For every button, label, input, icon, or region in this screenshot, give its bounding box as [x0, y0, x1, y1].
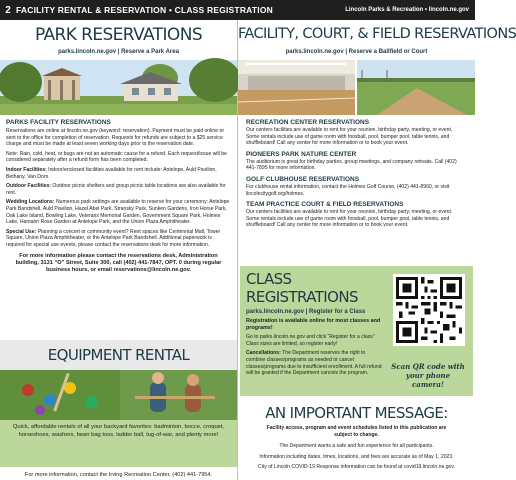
- equipment-rental-heading-band: [0, 340, 237, 370]
- facility-photos: [238, 60, 475, 115]
- equipment-rental-text: Quick, affordable rentals of all your backyard favorites: badminton, bocce, croquet, horseshoes, washers, bean bag toss, ladder ball, tug-of-war, and plenty more!: [12, 424, 225, 438]
- page-header-banner: [0, 0, 475, 20]
- pioneers-park-title: PIONEERS PARK NATURE CENTER: [246, 150, 357, 158]
- park-reservations-subline: parks.lincoln.ne.gov | Reserve a Park Area: [58, 49, 179, 55]
- facility-reservations-heading: FACILITY, COURT, & FIELD RESERVATIONS: [238, 26, 516, 42]
- equipment-rental-photo: [0, 370, 237, 420]
- equipment-rental-section: [0, 340, 237, 479]
- class-registrations-subline: parks.lincoln.ne.gov | Register for a Class: [246, 309, 366, 315]
- qr-code[interactable]: [393, 274, 465, 346]
- header-website: Lincoln Parks & Recreation • lincoln.ne.gov: [345, 7, 469, 13]
- outdoor-facilities-text: Outdoor picnic shelters and group picnic table locations are also available for rent.: [6, 183, 226, 196]
- parks-refund-note: Note: Rain, cold, heat, or bugs are not an automatic cause for a refund. Each request/issue will be considered separately after a refund form has been completed.: [6, 150, 227, 164]
- outdoor-facilities-label: Outdoor Facilities:: [6, 183, 51, 190]
- class-registrations-intro: Registration is available online for most classes and programs!: [246, 318, 381, 331]
- park-reservations-heading: PARK RESERVATIONS: [34, 25, 203, 45]
- facility-text-block: [238, 115, 475, 229]
- important-message-line-2: Information including dates, times, locations, and fees are accurate as of May 1, 2023.: [259, 453, 454, 460]
- header-title: FACILITY RENTAL & RESERVATION • CLASS REGISTRATION: [16, 5, 273, 15]
- special-use-label: Special Use:: [6, 228, 37, 235]
- golf-clubhouse-title: GOLF CLUBHOUSE RESERVATIONS: [246, 175, 360, 183]
- indoor-facilities-text: Indoor/enclosed facilities available for rent include: Antelope, Auld Pavilion, Bethany, Van Dorn.: [6, 166, 217, 180]
- wedding-locations-text: Numerous park settings are available to reserve for your ceremony: Antelope Park Bandshell, Auld Pavilion, Hazel Abel Park, Stransky Park, Sunken Gardens, Iron Horse Park, Oak Lake Island, Bowling Lake, Veterans Memorial Garden, Government Square Park, Holmes Lake, Hamann Rose Garden at Antelope Park, and the Union Plaza Amphitheater.: [6, 199, 230, 226]
- class-registrations-steps: Go to parks.lincoln.ne.gov and click “Register for a class” Class sizes are limited, so register early!: [246, 334, 375, 347]
- left-column: [0, 20, 237, 478]
- cancellations-text: The Department reserves the right to combine classes/programs as needed or cancel classes/programs due to insufficient enrollment. A full refund will be granted if the Department cancels the program.: [246, 350, 382, 377]
- recreation-center-text: Our centers facilities are available to rent for your reunion, birthday party, meeting, or event. Some rentals include use of game room with foosball, pool, bumper pool, table tennis, and shuffleboard! Call any center for more information or to book your event.: [246, 127, 453, 147]
- parks-reservation-paragraph: Reservations are online at lincoln.ne.gov (keyword: reservation). Payment must be paid online or sent to the office for completion of reservation. Requests for refunds are subject to a $25 service charge and must be made at least seven working days prior to the reservation date.: [6, 128, 225, 148]
- cancellations-label: Cancellations:: [246, 350, 281, 357]
- important-message-bold: Facility access, program and event schedules listed in this publication are subject to change.: [266, 425, 447, 438]
- golf-clubhouse-text: For clubhouse rental information, contact the Holmes Golf Course, (402) 441-8960, or visit lincolncitygolf.org/holmes.: [246, 183, 450, 197]
- important-message-line-3: City of Lincoln COVID-19 Response information can be found at covid19.lincoln.ne.gov.: [258, 464, 455, 471]
- important-message-section: [238, 400, 475, 471]
- reservations-contact: For more information please contact the reservations desk, Administration building, 3131 “O” Street, Suite 300, call (402) 441-7847, OPT. 0 during regular business hours, or email reservations@lincoln.ne.gov.: [15, 252, 222, 274]
- gymnasium-photo: [238, 60, 355, 115]
- wedding-locations-label: Wedding Locations:: [6, 199, 55, 206]
- park-pavilion-photo: [0, 60, 237, 115]
- special-use-paragraph: [6, 229, 231, 249]
- equipment-rental-heading: EQUIPMENT RENTAL: [47, 346, 190, 364]
- wedding-locations-paragraph: [6, 199, 231, 225]
- team-practice-title: TEAM PRACTICE COURT & FIELD RESERVATIONS: [246, 201, 404, 209]
- outdoor-facilities-paragraph: [6, 183, 231, 196]
- class-registrations-box: [240, 266, 473, 396]
- equipment-rental-green-box: [0, 420, 237, 467]
- equipment-rental-contact: For more information, contact the Irving Recreation Center, (402) 441-7954.: [24, 472, 213, 478]
- ballfield-photo: [357, 60, 475, 115]
- qr-caption: Scan QR code with your phone camera!: [391, 362, 465, 389]
- recreation-center-title: RECREATION CENTER RESERVATIONS: [246, 119, 370, 126]
- team-practice-text: Our centers facilities are available to rent for your reunion, birthday party, meeting, or event. Some rentals include use of game room with foosball, pool, bumper pool, table tennis, and shuffleboard! Call any center for more information or to book your event.: [246, 209, 453, 229]
- right-column: [238, 20, 516, 471]
- indoor-facilities-label: Indoor Facilities:: [6, 166, 47, 173]
- class-registrations-heading: CLASS REGISTRATIONS: [246, 270, 358, 306]
- qr-code-icon: [396, 277, 462, 343]
- page-number: 2: [5, 4, 11, 16]
- special-use-text: Planning a concert or community event? Rent spaces like Centennial Mall, Tower Square, Union Plaza Amphitheater, or the Antelope Park Bandshell. Additional paperwork is required for special use events, please contact the reservations desk for more information.: [6, 228, 221, 248]
- indoor-facilities-paragraph: [6, 167, 231, 180]
- important-message-heading: AN IMPORTANT MESSAGE:: [265, 404, 448, 422]
- parks-facility-reservations-title: PARKS FACILITY RESERVATIONS: [6, 119, 111, 126]
- facility-reservations-subline: parks.lincoln.ne.gov | Reserve a Ballfield or Court: [285, 49, 428, 55]
- pioneers-park-text: The auditorium is great for birthday parties, group meetings, and company retreats. Call (402) 441-7895 for more information.: [246, 158, 457, 172]
- important-message-line-1: The Department wants a safe and fun experience for all participants.: [279, 443, 434, 450]
- cancellations-paragraph: [246, 350, 386, 376]
